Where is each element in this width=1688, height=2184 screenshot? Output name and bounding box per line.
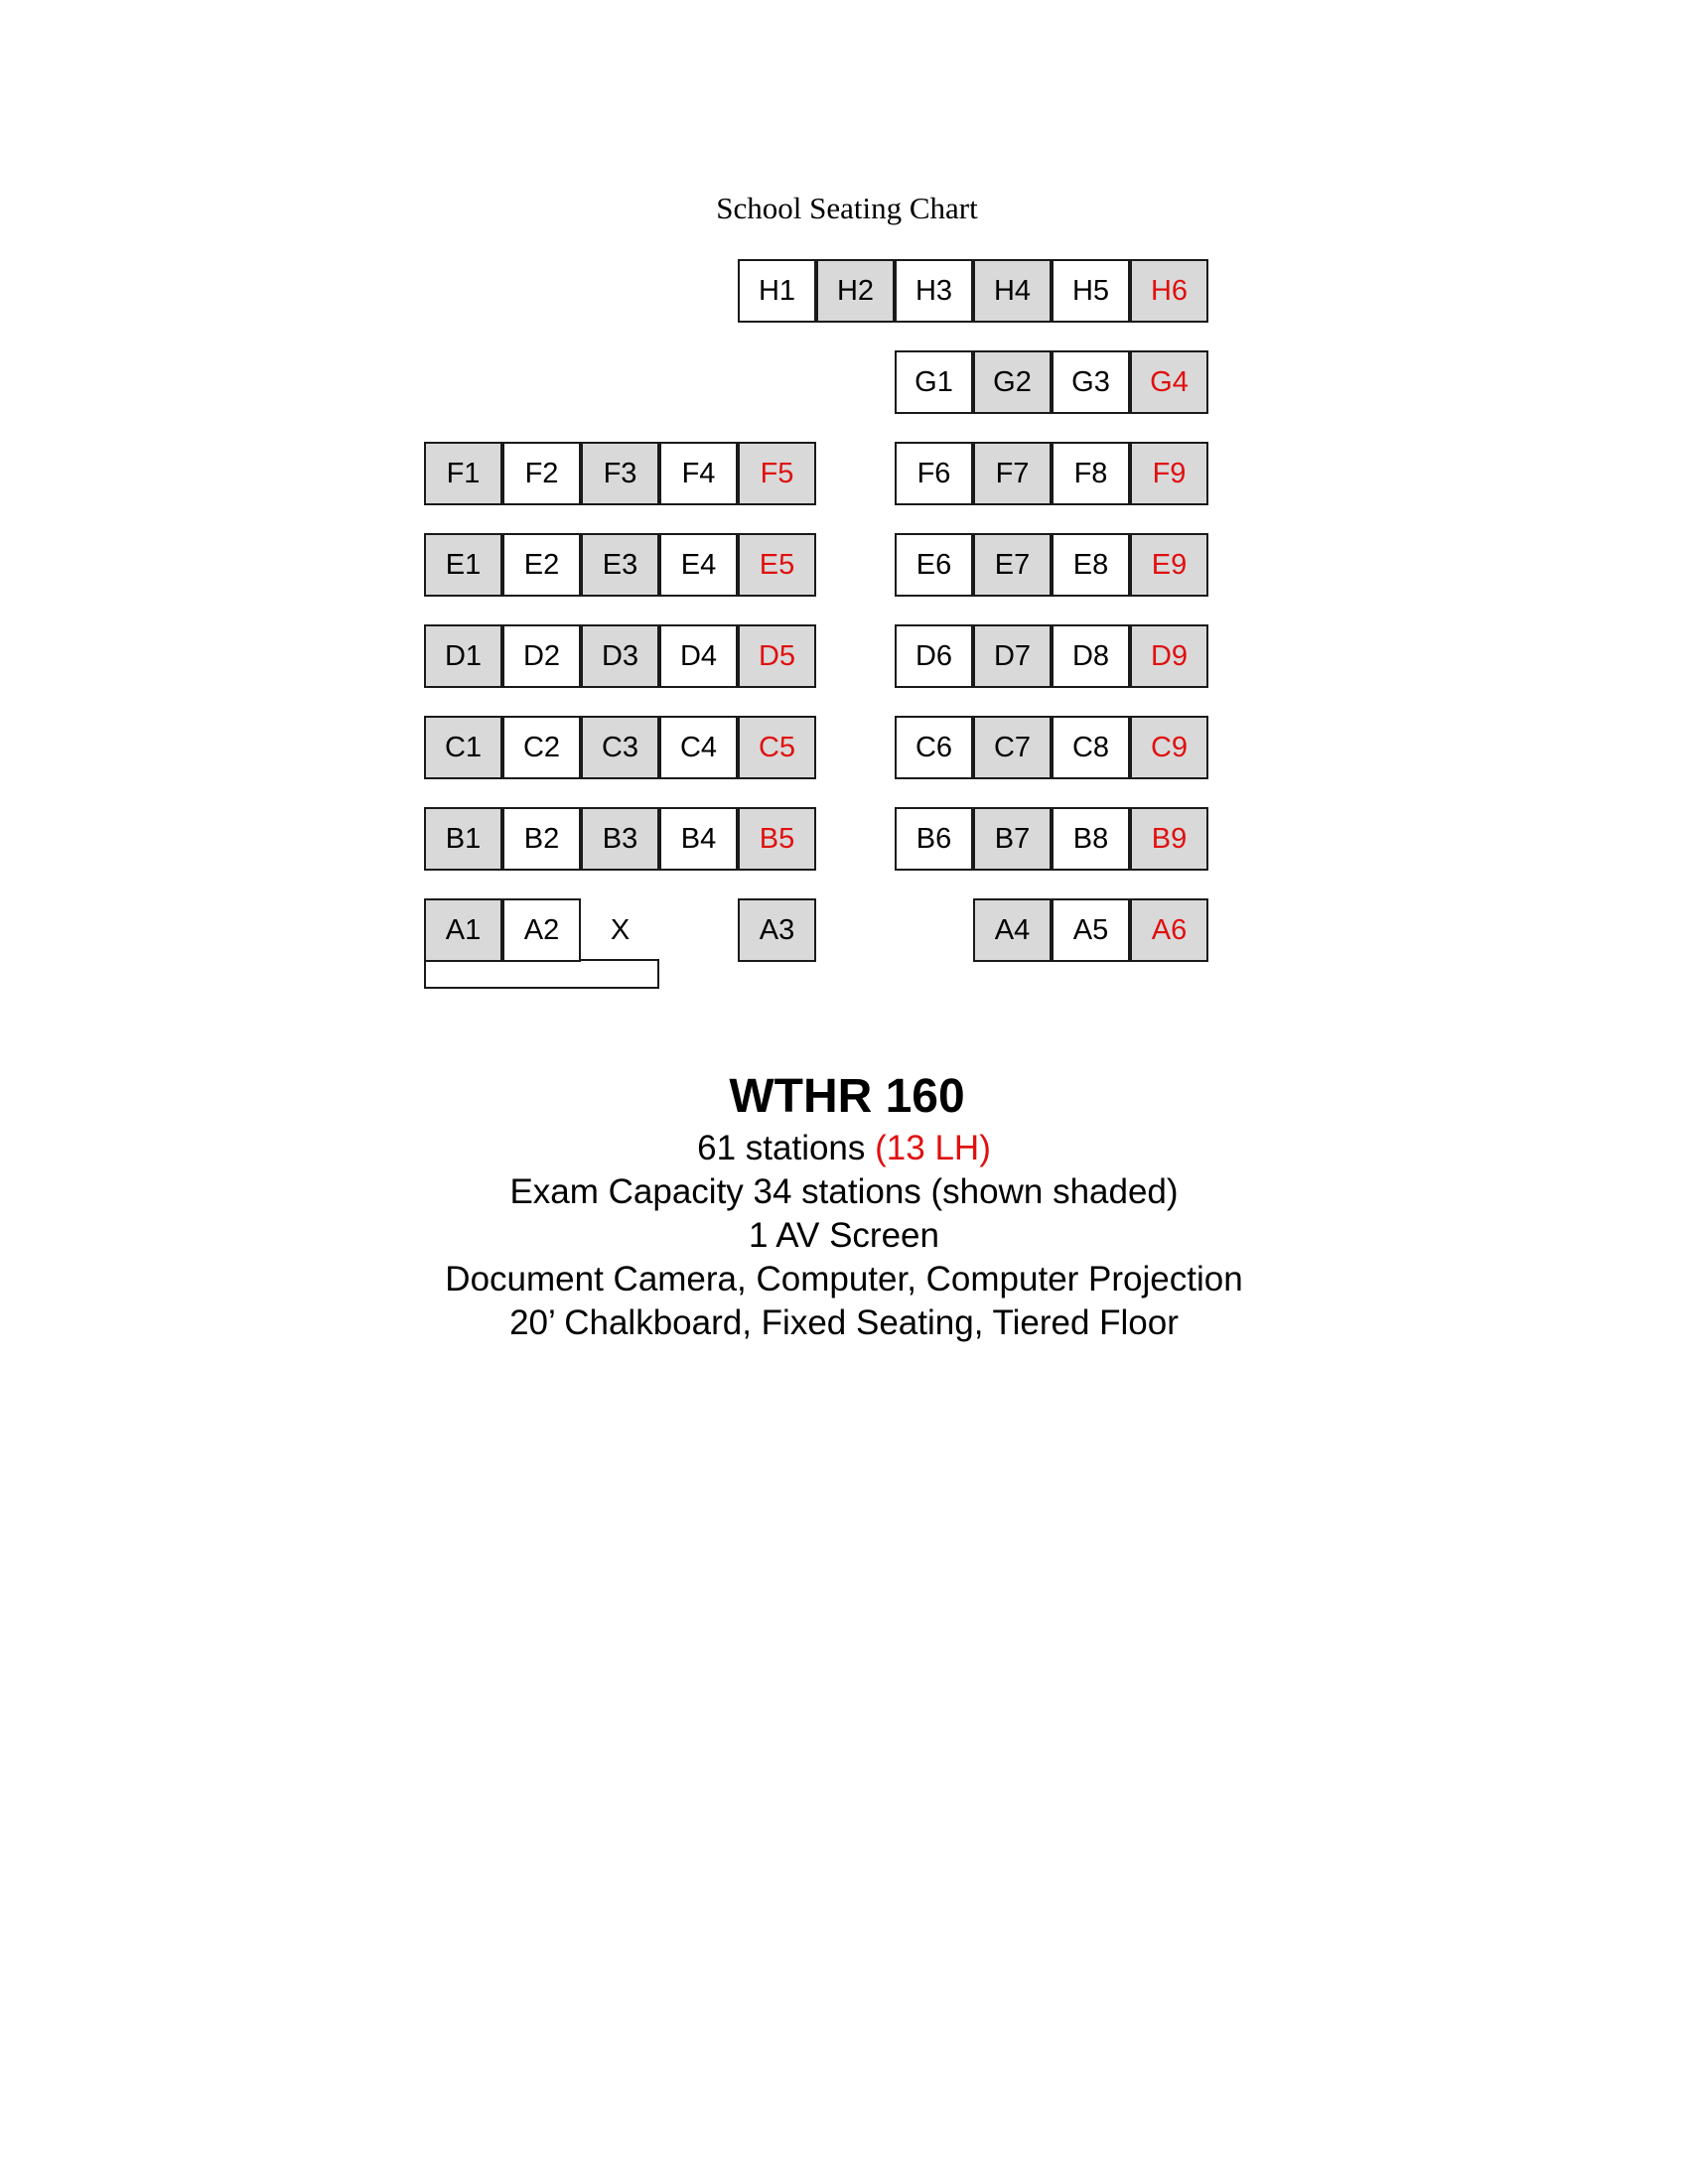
seat-a4: A4 <box>973 898 1052 962</box>
seat-a5: A5 <box>1052 898 1130 962</box>
seat-a1: A1 <box>424 898 502 962</box>
seat-x: X <box>610 913 631 946</box>
seat-c1: C1 <box>424 716 502 779</box>
seat-f2: F2 <box>502 442 581 505</box>
seat-a6: A6 <box>1130 898 1208 962</box>
seat-b7: B7 <box>973 807 1052 871</box>
seat-f8: F8 <box>1052 442 1130 505</box>
seat-b6: B6 <box>895 807 973 871</box>
seat-c5: C5 <box>738 716 816 779</box>
seat-b9: B9 <box>1130 807 1208 871</box>
seat-d2: D2 <box>502 624 581 688</box>
seat-b5: B5 <box>738 807 816 871</box>
seat-h1: H1 <box>738 259 816 323</box>
seat-b8: B8 <box>1052 807 1130 871</box>
seat-g3: G3 <box>1052 350 1130 414</box>
seat-f3: F3 <box>581 442 659 505</box>
seat-c7: C7 <box>973 716 1052 779</box>
seat-c8: C8 <box>1052 716 1130 779</box>
seat-h2: H2 <box>816 259 895 323</box>
seat-b3: B3 <box>581 807 659 871</box>
seat-e2: E2 <box>502 533 581 597</box>
av-line: 1 AV Screen <box>749 1216 939 1255</box>
seat-f7: F7 <box>973 442 1052 505</box>
equipment-line: Document Camera, Computer, Computer Projection <box>445 1260 1243 1298</box>
seat-f9: F9 <box>1130 442 1208 505</box>
seat-h4: H4 <box>973 259 1052 323</box>
seat-e6: E6 <box>895 533 973 597</box>
seat-e8: E8 <box>1052 533 1130 597</box>
seat-h5: H5 <box>1052 259 1130 323</box>
seat-h6: H6 <box>1130 259 1208 323</box>
seat-b4: B4 <box>659 807 738 871</box>
front-desk-bar <box>424 959 659 989</box>
seat-e9: E9 <box>1130 533 1208 597</box>
stations-count: 61 stations <box>697 1129 866 1167</box>
seat-d5: D5 <box>738 624 816 688</box>
features-line: 20’ Chalkboard, Fixed Seating, Tiered Floor <box>509 1303 1179 1342</box>
seat-d9: D9 <box>1130 624 1208 688</box>
exam-capacity-line: Exam Capacity 34 stations (shown shaded) <box>509 1172 1179 1211</box>
seat-f6: F6 <box>895 442 973 505</box>
seating-map <box>0 0 1688 1013</box>
room-name: WTHR 160 <box>729 1070 965 1123</box>
seat-f1: F1 <box>424 442 502 505</box>
seat-g4: G4 <box>1130 350 1208 414</box>
seat-f5: F5 <box>738 442 816 505</box>
seat-c2: C2 <box>502 716 581 779</box>
seat-d1: D1 <box>424 624 502 688</box>
seat-d3: D3 <box>581 624 659 688</box>
seat-g1: G1 <box>895 350 973 414</box>
seat-e5: E5 <box>738 533 816 597</box>
seat-c4: C4 <box>659 716 738 779</box>
seat-e3: E3 <box>581 533 659 597</box>
seat-d6: D6 <box>895 624 973 688</box>
seat-d4: D4 <box>659 624 738 688</box>
seat-c6: C6 <box>895 716 973 779</box>
seat-a3: A3 <box>738 898 816 962</box>
seat-e4: E4 <box>659 533 738 597</box>
seat-h3: H3 <box>895 259 973 323</box>
seat-d7: D7 <box>973 624 1052 688</box>
seat-b1: B1 <box>424 807 502 871</box>
lh-count: (13 LH) <box>875 1129 991 1167</box>
seat-d8: D8 <box>1052 624 1130 688</box>
seat-a2: A2 <box>502 898 581 962</box>
stations-line <box>0 1127 1688 1170</box>
seat-e7: E7 <box>973 533 1052 597</box>
seat-f4: F4 <box>659 442 738 505</box>
seat-g2: G2 <box>973 350 1052 414</box>
seat-c3: C3 <box>581 716 659 779</box>
room-info <box>0 1067 1688 1345</box>
seat-b2: B2 <box>502 807 581 871</box>
seat-e1: E1 <box>424 533 502 597</box>
seat-c9: C9 <box>1130 716 1208 779</box>
chart-title: School Seating Chart <box>716 191 978 225</box>
